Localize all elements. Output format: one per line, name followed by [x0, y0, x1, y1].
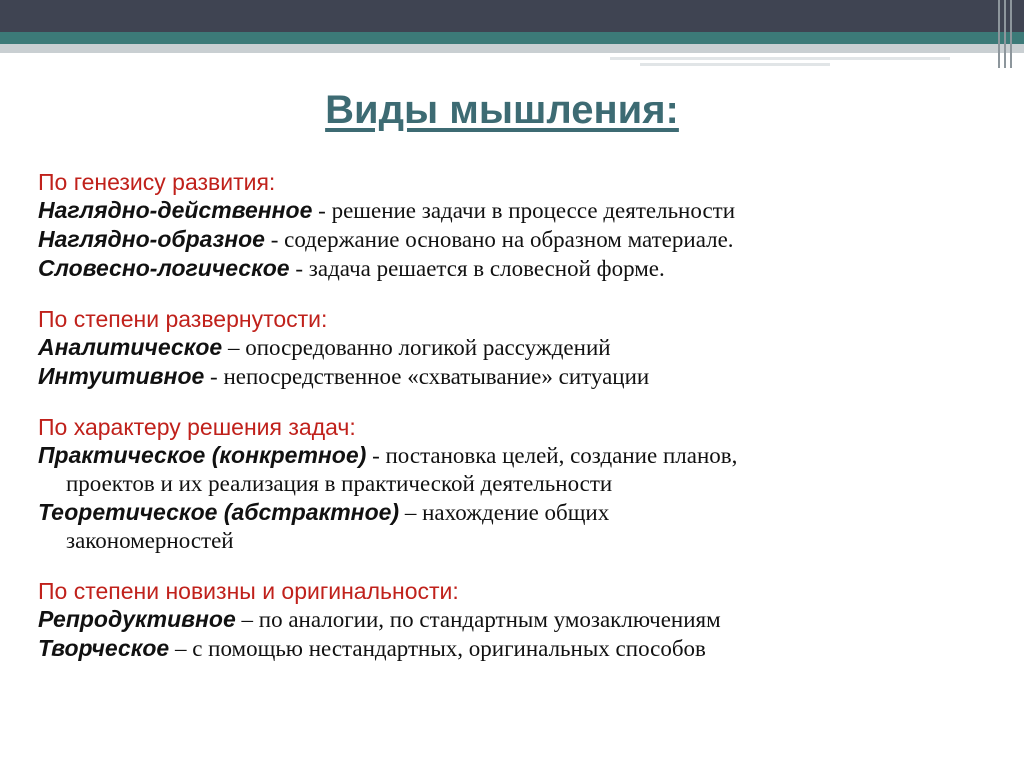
- list-item: [38, 634, 998, 663]
- section-task-nature: [38, 413, 998, 555]
- item-term: Наглядно-образное: [38, 226, 265, 252]
- list-item: [38, 498, 998, 527]
- list-item: [38, 441, 998, 470]
- section-heading: По характеру решения задач:: [38, 414, 356, 440]
- list-item: [38, 605, 998, 634]
- banner-dark-bar: [0, 0, 1024, 32]
- list-item: [38, 333, 998, 362]
- banner-gray-bar: [0, 44, 1024, 53]
- item-continuation: закономерностей: [66, 528, 234, 553]
- banner-teal-bar: [0, 32, 1024, 44]
- item-description: задача решается в словесной форме.: [308, 256, 665, 281]
- item-separator: –: [222, 335, 246, 360]
- item-separator: –: [399, 500, 423, 525]
- item-term: Аналитическое: [38, 334, 223, 360]
- section-expansion: [38, 305, 998, 391]
- item-separator: -: [289, 256, 309, 281]
- section-heading: По степени развернутости:: [38, 306, 328, 332]
- item-description: постановка целей, создание планов,: [385, 443, 738, 468]
- item-term: Репродуктивное: [38, 606, 236, 632]
- section-genesis: [38, 168, 998, 283]
- item-description: с помощью нестандартных, оригинальных способов: [192, 636, 706, 661]
- item-description: непосредственное «схватывание» ситуации: [223, 364, 650, 389]
- list-item: [38, 254, 998, 283]
- item-term: Интуитивное: [38, 363, 205, 389]
- item-term: Словесно-логическое: [38, 255, 290, 281]
- item-description: опосредованно логикой рассуждений: [245, 335, 611, 360]
- banner-stripe: [640, 63, 830, 66]
- item-description: по аналогии, по стандартным умозаключениям: [258, 607, 721, 632]
- list-item: [38, 362, 998, 391]
- item-term: Наглядно-действенное: [38, 197, 313, 223]
- section-heading: По генезису развития:: [38, 169, 276, 195]
- slide-content: [38, 168, 998, 685]
- banner-edge-line: [1010, 0, 1012, 68]
- slide-title: Виды мышления:: [325, 88, 679, 132]
- item-description: содержание основано на образном материале.: [284, 227, 734, 252]
- banner-edge-line: [1004, 0, 1006, 68]
- item-separator: -: [312, 198, 332, 223]
- item-term: Практическое (конкретное): [38, 442, 367, 468]
- item-separator: -: [204, 364, 224, 389]
- item-term: Теоретическое (абстрактное): [38, 499, 400, 525]
- banner-stripe: [610, 57, 950, 60]
- item-separator: –: [235, 607, 259, 632]
- item-term: Творческое: [38, 635, 170, 661]
- list-item: [38, 196, 998, 225]
- section-heading: По степени новизны и оригинальности:: [38, 578, 459, 604]
- section-novelty: [38, 577, 998, 663]
- item-separator: –: [169, 636, 193, 661]
- item-continuation: проектов и их реализация в практической деятельности: [66, 471, 613, 496]
- item-separator: -: [264, 227, 285, 252]
- item-separator: -: [366, 443, 386, 468]
- list-item: [38, 225, 998, 254]
- banner-edge-line: [998, 0, 1000, 68]
- item-description: нахождение общих: [422, 500, 610, 525]
- item-description: решение задачи в процессе деятельности: [331, 198, 736, 223]
